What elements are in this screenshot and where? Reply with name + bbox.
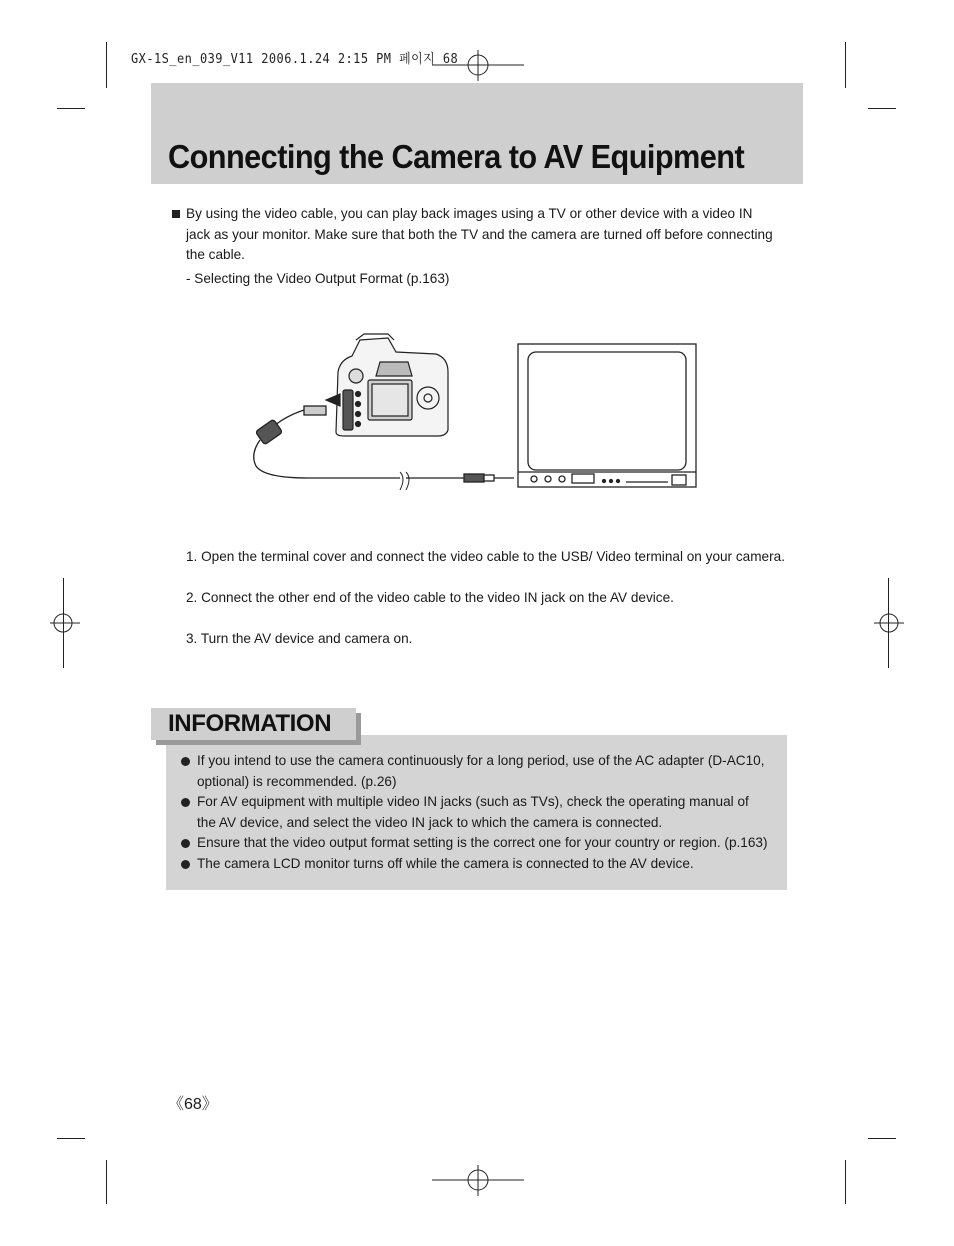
crop-mark: [868, 1138, 896, 1139]
registration-mark-bottom: [432, 1164, 524, 1196]
bullet-icon: [181, 860, 190, 869]
information-list: [181, 751, 771, 874]
connection-diagram: [248, 332, 698, 494]
crop-mark: [57, 1138, 85, 1139]
page-title: Connecting the Camera to AV Equipment: [168, 138, 745, 175]
camera-illustration: [326, 334, 448, 436]
bullet-icon: [181, 839, 190, 848]
crop-mark: [106, 1160, 107, 1204]
information-item: For AV equipment with multiple video IN jacks (such as TVs), check the operating manual of the AV device, and select the video IN jack to which the camera is connected.: [181, 792, 771, 833]
tv-illustration: [518, 344, 696, 487]
page-number: 《68》: [168, 1096, 218, 1113]
crop-mark: [106, 42, 107, 88]
intro-text: By using the video cable, you can play back images using a TV or other device with a video IN jack as your monitor. Make sure that both the TV and the camera are turned off before connecting the cable.: [186, 206, 773, 262]
information-item: Ensure that the video output format setting is the correct one for your country or region. (p.163): [181, 833, 771, 854]
crop-mark: [868, 108, 896, 109]
step-3: 3. Turn the AV device and camera on.: [186, 631, 413, 646]
step-2: 2. Connect the other end of the video cable to the video IN jack on the AV device.: [186, 590, 674, 605]
square-bullet-icon: [172, 210, 180, 218]
crop-mark: [57, 108, 85, 109]
crop-mark: [845, 42, 846, 88]
registration-mark-right: [874, 608, 904, 638]
reference-note: - Selecting the Video Output Format (p.163): [186, 271, 450, 286]
file-stamp: GX-1S_en_039_V11 2006.1.24 2:15 PM 페이지 68: [131, 52, 459, 67]
bullet-icon: [181, 798, 190, 807]
information-item: If you intend to use the camera continuously for a long period, use of the AC adapter (D-AC10, optional) is recommended. (p.26): [181, 751, 771, 792]
intro-paragraph: [172, 204, 776, 266]
step-1: 1. Open the terminal cover and connect the video cable to the USB/ Video terminal on your camera.: [186, 549, 785, 564]
crop-mark: [845, 1160, 846, 1204]
bullet-icon: [181, 757, 190, 766]
registration-mark-left: [50, 608, 80, 638]
information-heading: INFORMATION: [168, 710, 332, 737]
information-item: The camera LCD monitor turns off while the camera is connected to the AV device.: [181, 854, 771, 875]
